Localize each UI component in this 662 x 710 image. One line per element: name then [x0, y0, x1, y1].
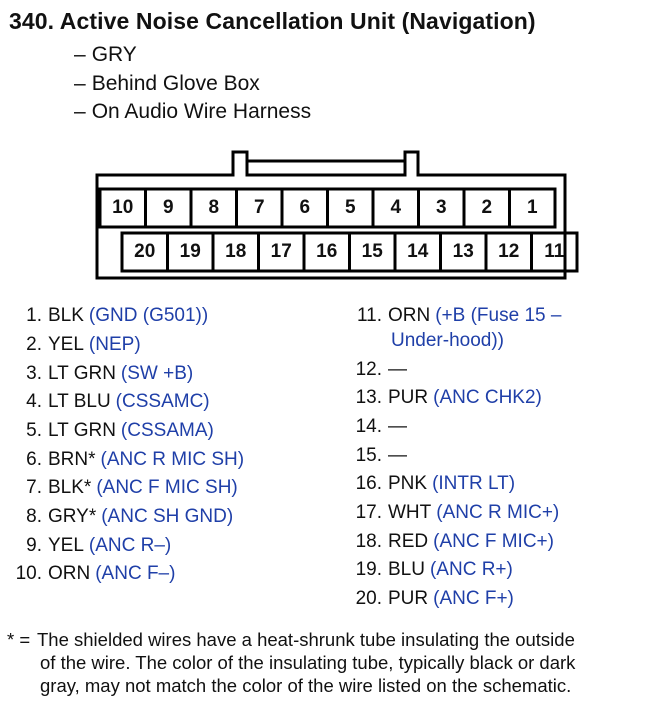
pin-number: 4. [26, 391, 42, 412]
connector-pin-13: 13 [452, 241, 474, 262]
pin-description: (INTR LT) [432, 473, 516, 494]
pin-number: 7. [26, 477, 42, 498]
wire-color: LT GRN [48, 420, 116, 441]
pin-number: 9. [26, 535, 42, 556]
footnote-asterisk: * = [7, 629, 31, 650]
pin-number: 15. [355, 445, 382, 466]
wire-color: BRN* [48, 449, 96, 470]
pin-number: 10. [15, 563, 42, 584]
pin-number: 16. [355, 473, 382, 494]
pin-description: (CSSAMA) [120, 420, 214, 441]
detail-dash: – [74, 43, 86, 66]
pin-description: (NEP) [88, 334, 141, 355]
pin-number: 3. [26, 363, 42, 384]
connector-pin-1: 1 [526, 197, 538, 218]
pin-15 [348, 445, 407, 467]
wire-color: YEL [48, 535, 84, 556]
connector-pin-11: 11 [544, 241, 565, 262]
connector-pin-9: 9 [162, 197, 174, 218]
pin-18 [348, 531, 554, 553]
pin-number: 11. [356, 305, 382, 326]
wire-color: YEL [48, 334, 84, 355]
pin-number: 6. [26, 449, 42, 470]
pin-description: (ANC F+) [433, 588, 514, 609]
pin-1 [8, 305, 208, 327]
pin-2 [8, 334, 141, 356]
wire-color: WHT [388, 502, 432, 523]
pin-description: (ANC F MIC+) [433, 531, 554, 552]
connector-pin-8: 8 [208, 197, 220, 218]
pin-description: (SW +B) [120, 363, 194, 384]
wire-color: — [388, 445, 407, 466]
connector-pin-20: 20 [134, 241, 156, 262]
connector-pin-6: 6 [299, 197, 311, 218]
pin-number: 20. [355, 588, 382, 609]
pin-number: 19. [355, 559, 382, 580]
pin-description: (ANC R–) [88, 535, 172, 556]
pin-number: 1. [26, 305, 42, 326]
footnote-line-2: of the wire. The color of the insulating tube, typically black or dark [40, 652, 576, 673]
wire-color: GRY* [48, 506, 97, 527]
pin-10 [8, 563, 175, 585]
pin-description: (CSSAMC) [115, 391, 210, 412]
pin-number: 14. [355, 416, 382, 437]
wire-color: PUR [388, 387, 429, 408]
wire-color: — [388, 359, 407, 380]
pin-description: (+B (Fuse 15 – [435, 305, 562, 326]
connector-pin-15: 15 [361, 241, 383, 262]
wire-color: LT GRN [48, 363, 116, 384]
footnote-line-1 [7, 628, 655, 651]
pin-14 [348, 416, 407, 438]
wire-color: ORN [48, 563, 91, 584]
wire-color: BLK* [48, 477, 92, 498]
pin-19 [348, 559, 513, 581]
pin-number: 12. [355, 359, 382, 380]
pin-description: (ANC R MIC SH) [100, 449, 245, 470]
wire-color: — [388, 416, 407, 437]
connector-pin-4: 4 [390, 197, 402, 218]
footnote-text: The shielded wires have a heat-shrunk tube insulating the outside [37, 629, 575, 650]
pin-number: 2. [26, 334, 42, 355]
pin-3 [8, 363, 193, 385]
pin-8 [8, 506, 233, 528]
footnote-line-3: gray, may not match the color of the wire listed on the schematic. [40, 675, 572, 696]
pin-13 [348, 387, 542, 409]
wire-color: BLK [48, 305, 84, 326]
connector-pin-17: 17 [270, 241, 292, 262]
detail-location-text: Behind Glove Box [91, 72, 260, 95]
wire-color: LT BLU [48, 391, 111, 412]
pin-number: 13. [355, 387, 382, 408]
pin-11 [348, 305, 561, 327]
pin-17 [348, 502, 559, 524]
pin-11-description-continued: Under-hood)) [391, 330, 504, 351]
pin-description: (ANC SH GND) [101, 506, 234, 527]
pin-description: (GND (G501)) [88, 305, 209, 326]
pin-20 [348, 588, 514, 610]
pin-description: (ANC F MIC SH) [96, 477, 238, 498]
pin-4 [8, 391, 210, 413]
page-title: 340. Active Noise Cancellation Unit (Navigation) [9, 8, 536, 34]
footnote [7, 628, 655, 697]
connector-pin-5: 5 [344, 197, 356, 218]
detail-dash: – [74, 100, 86, 123]
pin-12 [348, 359, 407, 381]
pin-description: (ANC R+) [429, 559, 513, 580]
detail-dash: – [74, 72, 86, 95]
wire-color: PUR [388, 588, 429, 609]
detail-color-text: GRY [91, 43, 137, 66]
pin-5 [8, 420, 214, 442]
pin-number: 17. [355, 502, 382, 523]
wire-color: RED [388, 531, 429, 552]
connector-pin-16: 16 [316, 241, 338, 262]
pin-number: 5. [26, 420, 42, 441]
pin-16 [348, 473, 515, 495]
pin-description: (ANC F–) [95, 563, 176, 584]
connector-pin-14: 14 [407, 241, 429, 262]
connector-pin-18: 18 [225, 241, 247, 262]
pin-description: (ANC CHK2) [433, 387, 542, 408]
connector-pin-2: 2 [481, 197, 493, 218]
wire-color: ORN [388, 305, 431, 326]
pin-9 [8, 535, 171, 557]
connector-pin-7: 7 [253, 197, 265, 218]
pin-description: (ANC R MIC+) [436, 502, 560, 523]
connector-pin-3: 3 [435, 197, 447, 218]
connector-pin-19: 19 [179, 241, 201, 262]
pin-6 [8, 449, 244, 471]
wire-color: BLU [388, 559, 425, 580]
connector-pin-12: 12 [498, 241, 520, 262]
detail-harness-text: On Audio Wire Harness [91, 100, 312, 123]
pin-7 [8, 477, 238, 499]
pin-number: 8. [26, 506, 42, 527]
connector-pin-10: 10 [112, 197, 134, 218]
pin-number: 18. [355, 531, 382, 552]
wire-color: PNK [388, 473, 428, 494]
